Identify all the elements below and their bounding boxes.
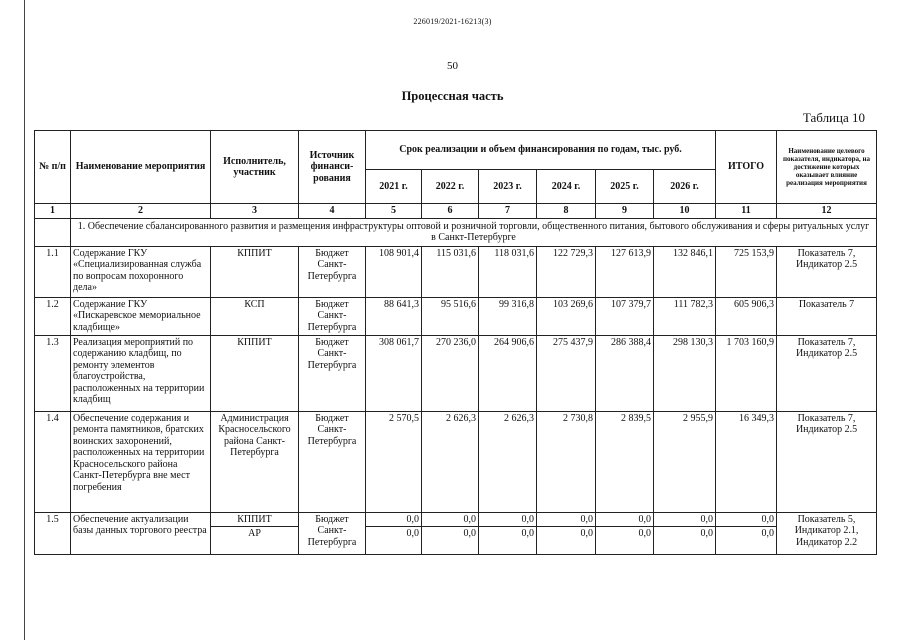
row-name: Обеспечение актуализации базы данных торгового реестра bbox=[71, 512, 211, 554]
row-value: 2 570,5 bbox=[366, 411, 422, 512]
row-value: 0,0 bbox=[422, 513, 478, 528]
column-number: 12 bbox=[777, 204, 877, 219]
row-value: 0,0 bbox=[700, 528, 714, 539]
row-value: 118 031,6 bbox=[479, 246, 537, 297]
row-indicator: Показатель 7, Индикатор 2.5 bbox=[777, 335, 877, 411]
row-num: 1.5 bbox=[35, 512, 71, 554]
table-label: Таблица 10 bbox=[802, 110, 865, 125]
row-executor: КППИТ bbox=[211, 335, 299, 411]
row-indicator: Показатель 7, Индикатор 2.5 bbox=[777, 411, 877, 512]
page-number: 50 bbox=[447, 60, 458, 72]
column-number: 7 bbox=[479, 204, 537, 219]
row-value: 275 437,9 bbox=[537, 335, 596, 411]
row-value: 270 236,0 bbox=[422, 335, 479, 411]
row-value: 0,0 bbox=[406, 528, 419, 539]
column-number: 11 bbox=[716, 204, 777, 219]
row-value: 298 130,3 bbox=[654, 335, 716, 411]
header-period: Срок реализации и объем финансирования по годам, тыс. руб. bbox=[366, 131, 716, 170]
header-executor: Исполнитель, участник bbox=[211, 131, 299, 204]
row-executor: КППИТ bbox=[211, 246, 299, 297]
section-title: Процессная часть bbox=[401, 89, 504, 103]
row-source: Бюджет Санкт-Петербурга bbox=[299, 297, 366, 335]
row-value: 0,0 bbox=[537, 513, 595, 528]
column-number: 1 bbox=[35, 204, 71, 219]
row-value: 95 516,6 bbox=[422, 297, 479, 335]
row-value: 2 839,5 bbox=[596, 411, 654, 512]
row-value: 2 626,3 bbox=[479, 411, 537, 512]
row-value: 264 906,6 bbox=[479, 335, 537, 411]
row-name: Реализация мероприятий по содержанию кладбищ, по ремонту элементов благоустройства, расположенных на территории кладбищ bbox=[71, 335, 211, 411]
column-number: 5 bbox=[366, 204, 422, 219]
table-row bbox=[35, 297, 877, 335]
row-value: 0,0 bbox=[521, 528, 534, 539]
row-indicator: Показатель 5, Индикатор 2.1, Индикатор 2.2 bbox=[777, 512, 877, 554]
row-num: 1.4 bbox=[35, 411, 71, 512]
header-year: 2026 г. bbox=[654, 170, 716, 204]
row-executor: АР bbox=[248, 528, 261, 539]
document-number: 226019/2021-16213(3) bbox=[413, 17, 492, 26]
section-row bbox=[35, 218, 877, 246]
row-value: 0,0 bbox=[596, 513, 653, 528]
row-executor: Администрация Красносельского района Санкт-Петербурга bbox=[211, 411, 299, 512]
financing-table bbox=[34, 130, 877, 555]
header-year: 2022 г. bbox=[422, 170, 479, 204]
row-value: 0,0 bbox=[366, 513, 421, 528]
row-num: 1.3 bbox=[35, 335, 71, 411]
header-year: 2023 г. bbox=[479, 170, 537, 204]
row-value: 108 901,4 bbox=[366, 246, 422, 297]
row-indicator: Показатель 7, Индикатор 2.5 bbox=[777, 246, 877, 297]
row-executor: КСП bbox=[211, 297, 299, 335]
row-indicator: Показатель 7 bbox=[777, 297, 877, 335]
row-name: Содержание ГКУ «Специализированная служба по вопросам похоронного дела» bbox=[71, 246, 211, 297]
row-value: 122 729,3 bbox=[537, 246, 596, 297]
row-value: 286 388,4 bbox=[596, 335, 654, 411]
row-name: Обеспечение содержания и ремонта памятников, братских воинских захоронений, расположенных на территории Красносельского района Санкт-Петербурга вне мест погребения bbox=[71, 411, 211, 512]
row-value: 127 613,9 bbox=[596, 246, 654, 297]
column-number: 8 bbox=[537, 204, 596, 219]
table-row bbox=[35, 512, 877, 554]
row-value: 0,0 bbox=[638, 528, 651, 539]
row-value: 88 641,3 bbox=[366, 297, 422, 335]
row-value: 132 846,1 bbox=[654, 246, 716, 297]
row-total: 0,0 bbox=[761, 528, 775, 539]
header-num: № п/п bbox=[35, 131, 71, 204]
column-number: 3 bbox=[211, 204, 299, 219]
row-total: 605 906,3 bbox=[716, 297, 777, 335]
header-total: ИТОГО bbox=[716, 131, 777, 204]
column-number-row bbox=[35, 204, 877, 219]
row-value: 2 730,8 bbox=[537, 411, 596, 512]
row-value: 0,0 bbox=[463, 528, 476, 539]
row-value: 107 379,7 bbox=[596, 297, 654, 335]
row-value: 99 316,8 bbox=[479, 297, 537, 335]
column-number: 9 bbox=[596, 204, 654, 219]
row-value: 115 031,6 bbox=[422, 246, 479, 297]
column-number: 4 bbox=[299, 204, 366, 219]
row-source: Бюджет Санкт-Петербурга bbox=[299, 411, 366, 512]
row-source: Бюджет Санкт-Петербурга bbox=[299, 512, 366, 554]
row-value: 0,0 bbox=[479, 513, 536, 528]
row-executor: КППИТ bbox=[211, 513, 298, 528]
row-value: 0,0 bbox=[580, 528, 593, 539]
section-1-title: 1. Обеспечение сбалансированного развития и размещения инфраструктуры оптовой и розничной торговли, общественного питания, бытового обслуживания и сферы ритуальных услуг в Санкт-Петербурге bbox=[71, 218, 877, 246]
row-value: 111 782,3 bbox=[654, 297, 716, 335]
header-year: 2024 г. bbox=[537, 170, 596, 204]
header-source: Источник финанси-рования bbox=[299, 131, 366, 204]
header-year: 2025 г. bbox=[596, 170, 654, 204]
row-value: 2 626,3 bbox=[422, 411, 479, 512]
header-indicator: Наименование целевого показателя, индикатора, на достижение которых оказывает влияние реализация мероприятия bbox=[777, 131, 877, 204]
row-value: 103 269,6 bbox=[537, 297, 596, 335]
header-name: Наименование мероприятия bbox=[71, 131, 211, 204]
column-number: 10 bbox=[654, 204, 716, 219]
row-total: 1 703 160,9 bbox=[716, 335, 777, 411]
row-total: 0,0 bbox=[716, 513, 776, 528]
table-row bbox=[35, 246, 877, 297]
row-num: 1.2 bbox=[35, 297, 71, 335]
row-source: Бюджет Санкт-Петербурга bbox=[299, 335, 366, 411]
column-number: 2 bbox=[71, 204, 211, 219]
row-total: 16 349,3 bbox=[716, 411, 777, 512]
table-row bbox=[35, 411, 877, 512]
column-number: 6 bbox=[422, 204, 479, 219]
row-name: Содержание ГКУ «Пискаревское мемориальное кладбище» bbox=[71, 297, 211, 335]
header-year: 2021 г. bbox=[366, 170, 422, 204]
row-num: 1.1 bbox=[35, 246, 71, 297]
table-row bbox=[35, 335, 877, 411]
row-total: 725 153,9 bbox=[716, 246, 777, 297]
row-source: Бюджет Санкт-Петербурга bbox=[299, 246, 366, 297]
row-value: 0,0 bbox=[654, 513, 715, 528]
row-value: 2 955,9 bbox=[654, 411, 716, 512]
row-value: 308 061,7 bbox=[366, 335, 422, 411]
